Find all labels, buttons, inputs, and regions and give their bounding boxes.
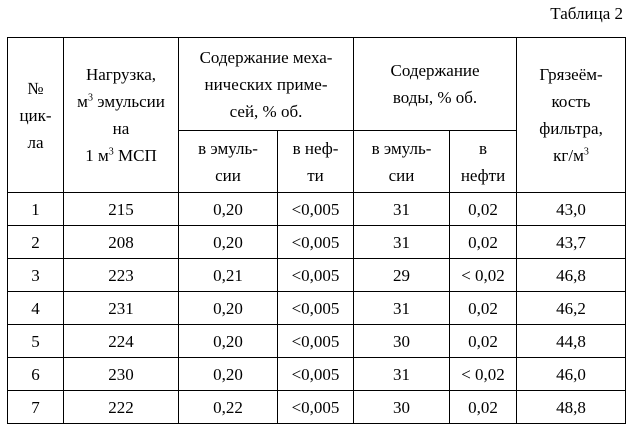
table-cell: 0,02 — [450, 391, 517, 424]
table-cell: 29 — [354, 259, 450, 292]
table-cell: 30 — [354, 325, 450, 358]
table-cell: 2 — [8, 226, 64, 259]
table-row — [8, 226, 626, 259]
header-row — [8, 38, 626, 131]
table-cell: 7 — [8, 391, 64, 424]
table-cell: 31 — [354, 292, 450, 325]
table-cell: 0,21 — [179, 259, 278, 292]
table-cell: <0,005 — [278, 325, 354, 358]
table-cell: 0,20 — [179, 193, 278, 226]
table-cell: 5 — [8, 325, 64, 358]
table-cell: 46,2 — [517, 292, 626, 325]
table-cell: 4 — [8, 292, 64, 325]
table-cell: 208 — [64, 226, 179, 259]
header-load: Нагрузка, $м^3$ эмульсии на 1 $м^3$ МСП — [64, 38, 179, 193]
table-cell: 31 — [354, 358, 450, 391]
table-cell: < 0,02 — [450, 358, 517, 391]
header-impurities: Содержание меха- нических приме- сей, % об. — [179, 38, 354, 131]
subheader-imp-emulsion: в эмуль- сии — [179, 131, 278, 193]
table-cell: <0,005 — [278, 226, 354, 259]
table-cell: 0,02 — [450, 325, 517, 358]
table-cell: 44,8 — [517, 325, 626, 358]
table-cell: 43,7 — [517, 226, 626, 259]
header-cycle: № цик- ла — [8, 38, 64, 193]
table-caption: Таблица 2 — [550, 4, 623, 23]
table-cell: 223 — [64, 259, 179, 292]
table-cell: < 0,02 — [450, 259, 517, 292]
table-cell: 0,20 — [179, 325, 278, 358]
table-cell: 3 — [8, 259, 64, 292]
table-cell: 215 — [64, 193, 179, 226]
results-table — [7, 37, 626, 424]
table-cell: 46,8 — [517, 259, 626, 292]
table-cell: 0,02 — [450, 292, 517, 325]
table-cell: 0,22 — [179, 391, 278, 424]
table-cell: 31 — [354, 226, 450, 259]
table-cell: 222 — [64, 391, 179, 424]
table-cell: 224 — [64, 325, 179, 358]
table-cell: 1 — [8, 193, 64, 226]
header-water: Содержание воды, % об. — [354, 38, 517, 131]
table-cell: 0,02 — [450, 193, 517, 226]
table-cell: <0,005 — [278, 391, 354, 424]
table-row — [8, 391, 626, 424]
table-cell: 6 — [8, 358, 64, 391]
table-cell: 46,0 — [517, 358, 626, 391]
table-row — [8, 358, 626, 391]
table-cell: 0,20 — [179, 292, 278, 325]
table-row — [8, 193, 626, 226]
table-cell: 230 — [64, 358, 179, 391]
table-cell: 231 — [64, 292, 179, 325]
table-cell: 0,20 — [179, 358, 278, 391]
table-row — [8, 259, 626, 292]
subheader-water-oil: в нефти — [450, 131, 517, 193]
table-cell: <0,005 — [278, 193, 354, 226]
table-row — [8, 292, 626, 325]
table-cell: 0,20 — [179, 226, 278, 259]
table-cell: <0,005 — [278, 292, 354, 325]
subheader-water-emulsion: в эмуль- сии — [354, 131, 450, 193]
table-row — [8, 325, 626, 358]
header-capacity: Грязеём- кость фильтра, $кг/м^3$ — [517, 38, 626, 193]
table-cell: <0,005 — [278, 259, 354, 292]
table-cell: <0,005 — [278, 358, 354, 391]
subheader-imp-oil: в неф- ти — [278, 131, 354, 193]
table-cell: 30 — [354, 391, 450, 424]
table-cell: 31 — [354, 193, 450, 226]
table-cell: 43,0 — [517, 193, 626, 226]
table-cell: 48,8 — [517, 391, 626, 424]
table-cell: 0,02 — [450, 226, 517, 259]
